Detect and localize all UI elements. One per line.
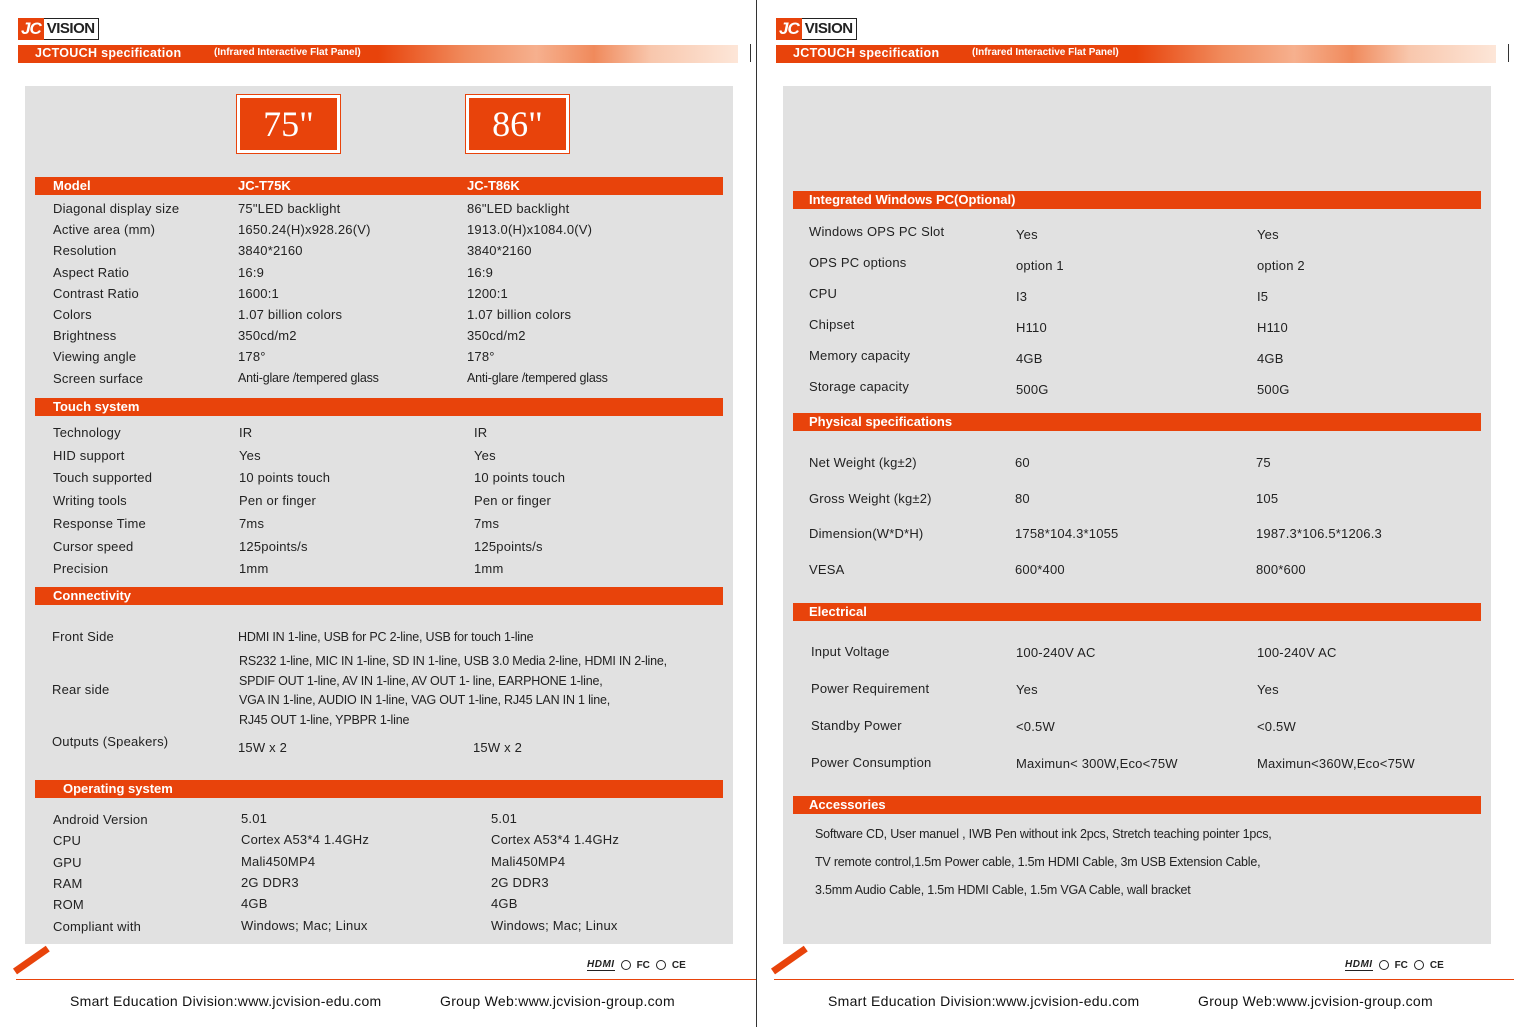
spec-value: 4GB [1257, 351, 1284, 366]
spec-label: Writing tools [53, 493, 127, 509]
spec-label: Screen surface [53, 370, 144, 386]
spec-label: GPU [53, 854, 82, 870]
spec-value: 60 [1015, 455, 1030, 470]
spec-value: 75 [1256, 455, 1271, 470]
spec-label: Aspect Ratio [53, 264, 130, 280]
text-line: 3.5mm Audio Cable, 1.5m HDMI Cable, 1.5m VGA Cable, wall bracket [815, 883, 1191, 897]
text-line: RS232 1-line, MIC IN 1-line, SD IN 1-line, USB 3.0 Media 2-line, HDMI IN 2-line, [239, 654, 667, 668]
spec-value: Cortex A53*4 1.4GHz [491, 832, 620, 848]
spec-value: 125points/s [474, 538, 543, 554]
spec-value: Mali450MP4 [491, 853, 566, 869]
spec-label: Contrast Ratio [53, 285, 139, 301]
spec-label: Dimension(W*D*H) [809, 526, 924, 541]
accessories-header: Accessories [793, 796, 1481, 814]
spec-value: 4GB [1016, 351, 1043, 366]
spec-value: 1.07 billion colors [467, 307, 572, 322]
cert-circle-icon [1414, 960, 1424, 970]
hdmi-logo: HDMI [587, 959, 615, 970]
footer-line [16, 979, 756, 980]
spec-label: Power Consumption [811, 755, 932, 770]
spec-label: Technology [53, 425, 121, 440]
footer-line [774, 979, 1514, 980]
outputs-value-a: 15W x 2 [238, 740, 288, 755]
spec-title: JCTOUCH specification [793, 46, 940, 60]
spec-value: 16:9 [467, 264, 494, 280]
edu-website: Smart Education Division:www.jcvision-edu.com [70, 993, 382, 1009]
front-side-label: Front Side [52, 629, 114, 644]
spec-value: H110 [1257, 320, 1288, 335]
text-line: VGA IN 1-line, AUDIO IN 1-line, VAG OUT 1-line, RJ45 LAN IN 1 line, [239, 693, 610, 707]
text-line: Software CD, User manuel , IWB Pen without ink 2pcs, Stretch teaching pointer 1pcs, [815, 827, 1272, 841]
spec-value: 7ms [474, 515, 500, 531]
integrated-pc-header: Integrated Windows PC(Optional) [793, 191, 1481, 209]
electrical-header: Electrical [793, 603, 1481, 621]
spec-value: 3840*2160 [467, 243, 532, 259]
jcvision-logo: JC VISION [18, 18, 99, 40]
spec-label: Viewing angle [53, 349, 137, 365]
physical-specs-header: Physical specifications [793, 413, 1481, 431]
spec-value: I3 [1016, 289, 1028, 304]
spec-label: CPU [53, 833, 82, 849]
connectivity-header: Connectivity [35, 587, 723, 605]
header-divider [750, 44, 751, 62]
spec-value: 350cd/m2 [467, 328, 526, 344]
footer-slash [771, 946, 808, 975]
spec-value: 100-240V AC [1257, 645, 1337, 660]
spec-label: Memory capacity [809, 348, 911, 363]
spec-value: <0.5W [1257, 719, 1296, 734]
spec-value: 500G [1257, 382, 1290, 397]
spec-value: Anti-glare /tempered glass [238, 370, 379, 385]
touch-system-header: Touch system [35, 398, 723, 416]
spec-subtitle: (Infrared Interactive Flat Panel) [214, 47, 361, 58]
right-page [758, 0, 1515, 1027]
operating-system-header: Operating system [35, 780, 723, 798]
spec-value: Yes [1016, 682, 1038, 697]
cert-circle-icon [1379, 960, 1389, 970]
edu-website: Smart Education Division:www.jcvision-edu.com [828, 993, 1140, 1009]
spec-value: Yes [1257, 682, 1279, 697]
spec-label: Net Weight (kg±2) [809, 455, 917, 470]
spec-value: 1mm [474, 561, 504, 577]
spec-value: 10 points touch [474, 470, 566, 486]
spec-value: Pen or finger [239, 493, 317, 509]
spec-value: 4GB [241, 896, 268, 912]
spec-value: 2G DDR3 [491, 874, 549, 890]
spec-label: Chipset [809, 317, 855, 332]
spec-value: Maximun< 300W,Eco<75W [1016, 756, 1178, 771]
spec-label: Precision [53, 561, 109, 577]
spec-value: Anti-glare /tempered glass [467, 370, 608, 385]
spec-value: 100-240V AC [1016, 645, 1096, 660]
spec-value: 500G [1016, 382, 1049, 397]
spec-label: HID support [53, 447, 125, 463]
group-website: Group Web:www.jcvision-group.com [1198, 993, 1433, 1009]
spec-label: Response Time [53, 515, 146, 531]
spec-label: Power Requirement [811, 681, 930, 696]
spec-label: Storage capacity [809, 379, 910, 394]
group-website: Group Web:www.jcvision-group.com [440, 993, 675, 1009]
spec-value: Mali450MP4 [241, 853, 316, 869]
spec-value: Windows; Mac; Linux [491, 917, 618, 933]
cert-circle-icon [621, 960, 631, 970]
size-badge-75: 75" [237, 95, 340, 153]
spec-value: 1913.0(H)x1084.0(V) [467, 222, 593, 238]
spec-value: Yes [239, 447, 261, 463]
spec-label: CPU [809, 286, 838, 301]
jcvision-logo: JC VISION [776, 18, 857, 40]
spec-value: IR [239, 425, 253, 440]
spec-value: 1987.3*106.5*1206.3 [1256, 526, 1382, 541]
spec-value: 350cd/m2 [238, 328, 297, 344]
model-header: Model JC-T75K JC-T86K [35, 177, 723, 195]
spec-value: 4GB [491, 896, 518, 912]
spec-value: 86"LED backlight [467, 201, 570, 216]
hdmi-logo: HDMI [1345, 959, 1373, 970]
spec-value: 1mm [239, 561, 269, 577]
fc-logo: FC [1394, 959, 1408, 971]
spec-value: 7ms [239, 515, 265, 531]
spec-value: option 1 [1016, 258, 1064, 273]
spec-value: H110 [1016, 320, 1047, 335]
cert-logos [587, 959, 686, 971]
spec-label: Colors [53, 307, 92, 322]
footer-slash [13, 946, 50, 975]
header-divider [1508, 44, 1509, 62]
outputs-label: Outputs (Speakers) [52, 734, 169, 749]
spec-value: 178° [238, 349, 266, 365]
spec-value: 2G DDR3 [241, 874, 299, 890]
spec-value: 5.01 [241, 811, 268, 826]
spec-label: OPS PC options [809, 255, 907, 270]
spec-value: 80 [1015, 490, 1030, 506]
size-badge-86: 86" [466, 95, 569, 153]
spec-value: 75"LED backlight [238, 201, 341, 216]
spec-title: JCTOUCH specification [35, 46, 182, 60]
spec-label: Standby Power [811, 718, 902, 733]
spec-value: 105 [1256, 490, 1279, 506]
spec-value: Yes [1257, 227, 1279, 242]
spec-value: 1600:1 [238, 285, 279, 301]
spec-label: VESA [809, 561, 845, 577]
spec-panel [783, 86, 1491, 944]
spec-value: 178° [467, 349, 495, 365]
spec-label: RAM [53, 875, 83, 891]
spec-label: Cursor speed [53, 538, 134, 554]
rear-side-label: Rear side [52, 682, 110, 697]
text-line: RJ45 OUT 1-line, YPBPR 1-line [239, 712, 410, 727]
spec-label: Windows OPS PC Slot [809, 224, 945, 239]
fc-logo: FC [636, 959, 650, 971]
spec-subtitle: (Infrared Interactive Flat Panel) [972, 47, 1119, 58]
spec-value: 1650.24(H)x928.26(V) [238, 222, 371, 238]
spec-value: 600*400 [1015, 561, 1065, 577]
spec-label: Brightness [53, 328, 117, 344]
cert-circle-icon [656, 960, 666, 970]
spec-value: <0.5W [1016, 719, 1055, 734]
spec-value: 125points/s [239, 538, 308, 554]
header-bar [18, 45, 738, 63]
spec-value: option 2 [1257, 258, 1305, 273]
ce-logo: CE [671, 959, 686, 971]
cert-logos [1345, 959, 1444, 971]
outputs-value-b: 15W x 2 [473, 740, 523, 755]
spec-label: Touch supported [53, 470, 153, 486]
ce-logo: CE [1429, 959, 1444, 971]
spec-value: Yes [1016, 227, 1038, 242]
spec-value: 5.01 [491, 811, 518, 826]
spec-label: Active area (mm) [53, 222, 156, 238]
spec-value: 10 points touch [239, 470, 331, 486]
spec-value: 1758*104.3*1055 [1015, 526, 1119, 541]
spec-value: 1.07 billion colors [238, 307, 343, 322]
spec-value: I5 [1257, 289, 1269, 304]
spec-label: ROM [53, 897, 84, 913]
spec-value: 800*600 [1256, 561, 1306, 577]
left-page [0, 0, 757, 1027]
front-side-value: HDMI IN 1-line, USB for PC 2-line, USB for touch 1-line [238, 630, 534, 644]
spec-label: Android Version [53, 812, 148, 827]
text-line: TV remote control,1.5m Power cable, 1.5m HDMI Cable, 3m USB Extension Cable, [815, 855, 1261, 869]
spec-value: IR [474, 425, 488, 440]
text-line: SPDIF OUT 1-line, AV IN 1-line, AV OUT 1- line, EARPHONE 1-line, [239, 673, 603, 688]
spec-value: Pen or finger [474, 493, 552, 509]
spec-value: 3840*2160 [238, 243, 303, 259]
spec-label: Resolution [53, 243, 117, 259]
spec-value: Cortex A53*4 1.4GHz [241, 832, 370, 848]
spec-label: Input Voltage [811, 644, 890, 659]
header-bar [776, 45, 1496, 63]
spec-value: 1200:1 [467, 285, 508, 301]
spec-label: Gross Weight (kg±2) [809, 490, 932, 506]
spec-label: Compliant with [53, 918, 142, 934]
spec-value: Yes [474, 447, 496, 463]
spec-value: Maximun<360W,Eco<75W [1257, 756, 1415, 771]
spec-value: Windows; Mac; Linux [241, 917, 368, 933]
spec-label: Diagonal display size [53, 201, 180, 216]
spec-value: 16:9 [238, 264, 265, 280]
